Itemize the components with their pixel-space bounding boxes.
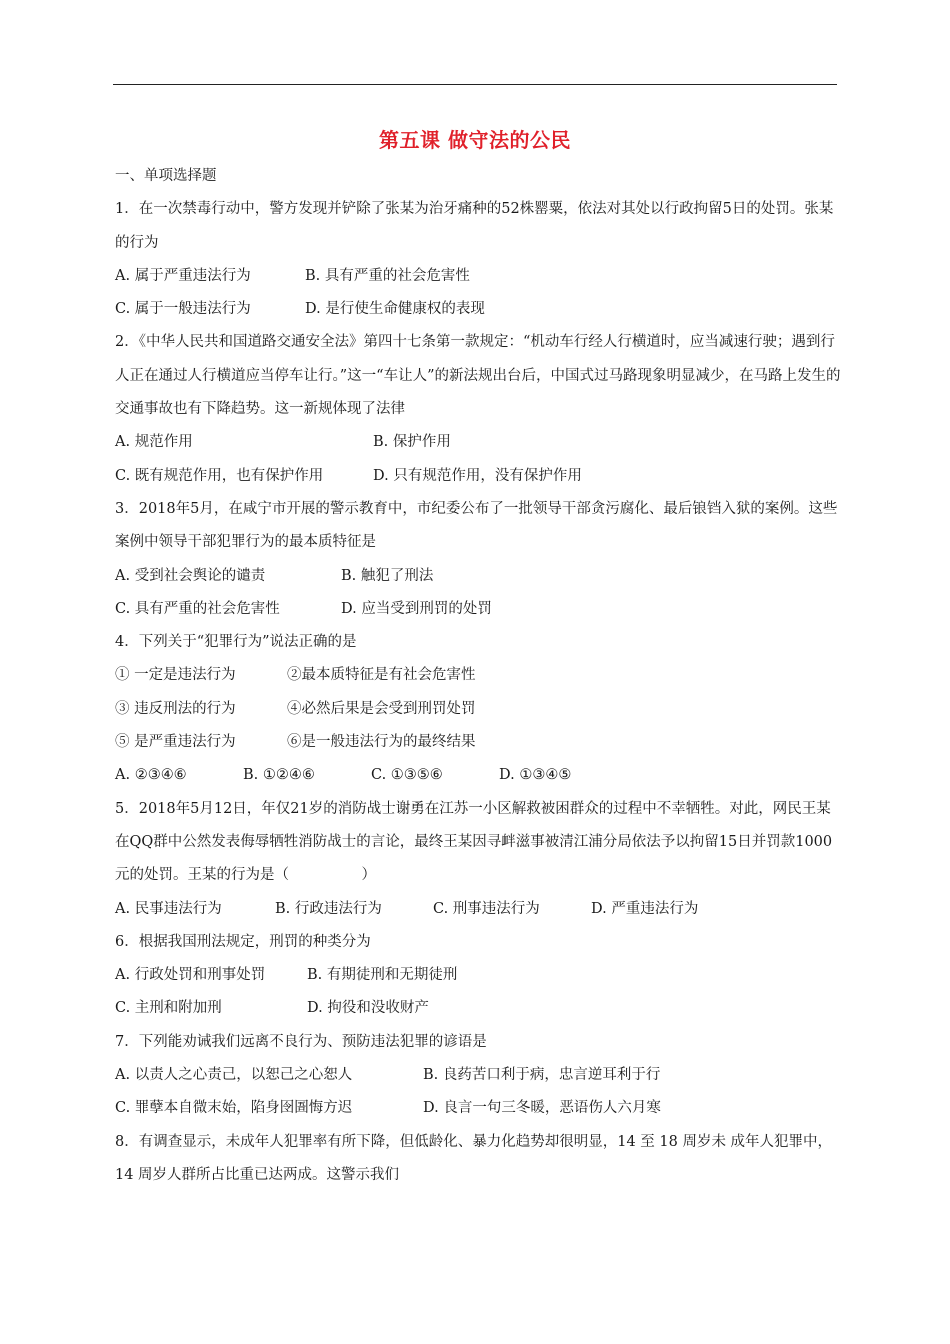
option-b: B. 保护作用 [373,434,451,451]
option-c: C. 主刑和附加刑 [115,1000,222,1017]
statement-2: ②最本质特征是有社会危害性 [287,667,476,684]
option-a: A. ②③④⑥ [115,767,187,784]
option-b: B. 行政违法行为 [275,900,382,917]
option-d: D. 严重违法行为 [591,900,699,917]
option-c: C. 具有严重的社会危害性 [115,600,280,617]
option-b: B. ①②④⑥ [243,767,315,784]
option-b: B. 良药苦口利于病，忠言逆耳利于行 [423,1067,661,1084]
question-stem: 8．有调查显示，未成年人犯罪率有所下降，但低龄化、暴力化趋势却很明显，14 至 18 周岁未 成年人犯罪中，14 周岁人群所占比重已达两成。这警示我们 [115,1133,833,1183]
option-b: B. 有期徒刑和无期徒刑 [307,967,458,984]
question-4 [115,626,845,792]
option-a: A. 规范作用 [115,434,193,451]
option-a: A. 属于严重违法行为 [115,267,251,284]
question-7 [115,1026,845,1126]
header-rule [113,84,837,85]
question-6 [115,926,845,1026]
question-stem: 4．下列关于“犯罪行为”说法正确的是 [115,634,357,651]
option-d: D. ①③④⑤ [499,767,572,784]
question-stem: 2．《中华人民共和国道路交通安全法》第四十七条第一款规定：“机动车行经人行横道时，应当减速行驶；遇到行人正在通过人行横道应当停车让行。”这一“车让人”的新法规出台后，中国式过马路现象明显减少，在马路上发生的交通事故也有下降趋势。这一新规体现了法律 [115,334,841,418]
option-d: D. 拘役和没收财产 [307,1000,429,1017]
option-b: B. 具有严重的社会危害性 [305,267,470,284]
option-c: C. ①③⑤⑥ [371,767,443,784]
statement-1: ① 一定是违法行为 [115,667,236,684]
option-a: A. 受到社会舆论的谴责 [115,567,266,584]
option-b: B. 触犯了刑法 [341,567,434,584]
question-stem: 1．在一次禁毒行动中，警方发现并铲除了张某为治牙痛种的52株罂粟，依法对其处以行政拘留5日的处罚。张某的行为 [115,201,834,251]
option-c: C. 刑事违法行为 [433,900,540,917]
option-d: D. 只有规范作用，没有保护作用 [373,467,582,484]
document-body [115,160,845,1192]
option-c: C. 属于一般违法行为 [115,301,251,318]
question-stem: 3．2018年5月，在咸宁市开展的警示教育中，市纪委公布了一批领导干部贪污腐化、最后锒铛入狱的案例。这些案例中领导干部犯罪行为的最本质特征是 [115,500,838,551]
option-c: C. 罪孽本自微末始，陷身囹圄悔方迟 [115,1100,353,1117]
statement-3: ③ 违反刑法的行为 [115,700,236,717]
question-stem: 7．下列能劝诫我们远离不良行为、预防违法犯罪的谚语是 [115,1033,487,1050]
option-a: A. 民事违法行为 [115,900,222,917]
question-8 [115,1126,845,1193]
option-d: D. 应当受到刑罚的处罚 [341,600,492,617]
option-a: A. 以责人之心责己，以恕己之心恕人 [115,1067,353,1084]
question-stem: 5．2018年5月12日，年仅21岁的消防战士谢勇在江苏一小区解救被困群众的过程中不幸牺牲。对此，网民王某在QQ群中公然发表侮辱牺牲消防战士的言论，最终王某因寻衅滋事被清江浦分局依法予以拘留15日并罚款1000元的处罚。王某的行为是（ ） [115,800,833,884]
question-2 [115,326,845,492]
statement-4: ④必然后果是会受到刑罚处罚 [287,700,476,717]
statement-6: ⑥是一般违法行为的最终结果 [287,734,476,751]
option-d: D. 良言一句三冬暖，恶语伤人六月寒 [423,1100,661,1117]
question-3 [115,493,845,626]
question-1 [115,193,845,326]
option-a: A. 行政处罚和刑事处罚 [115,967,266,984]
section-heading: 一、单项选择题 [115,168,217,184]
page-title: 第五课 做守法的公民 [379,128,571,152]
option-c: C. 既有规范作用，也有保护作用 [115,467,324,484]
question-5 [115,793,845,926]
option-d: D. 是行使生命健康权的表现 [305,301,485,318]
question-stem: 6．根据我国刑法规定，刑罚的种类分为 [115,933,371,950]
statement-5: ⑤ 是严重违法行为 [115,734,236,751]
